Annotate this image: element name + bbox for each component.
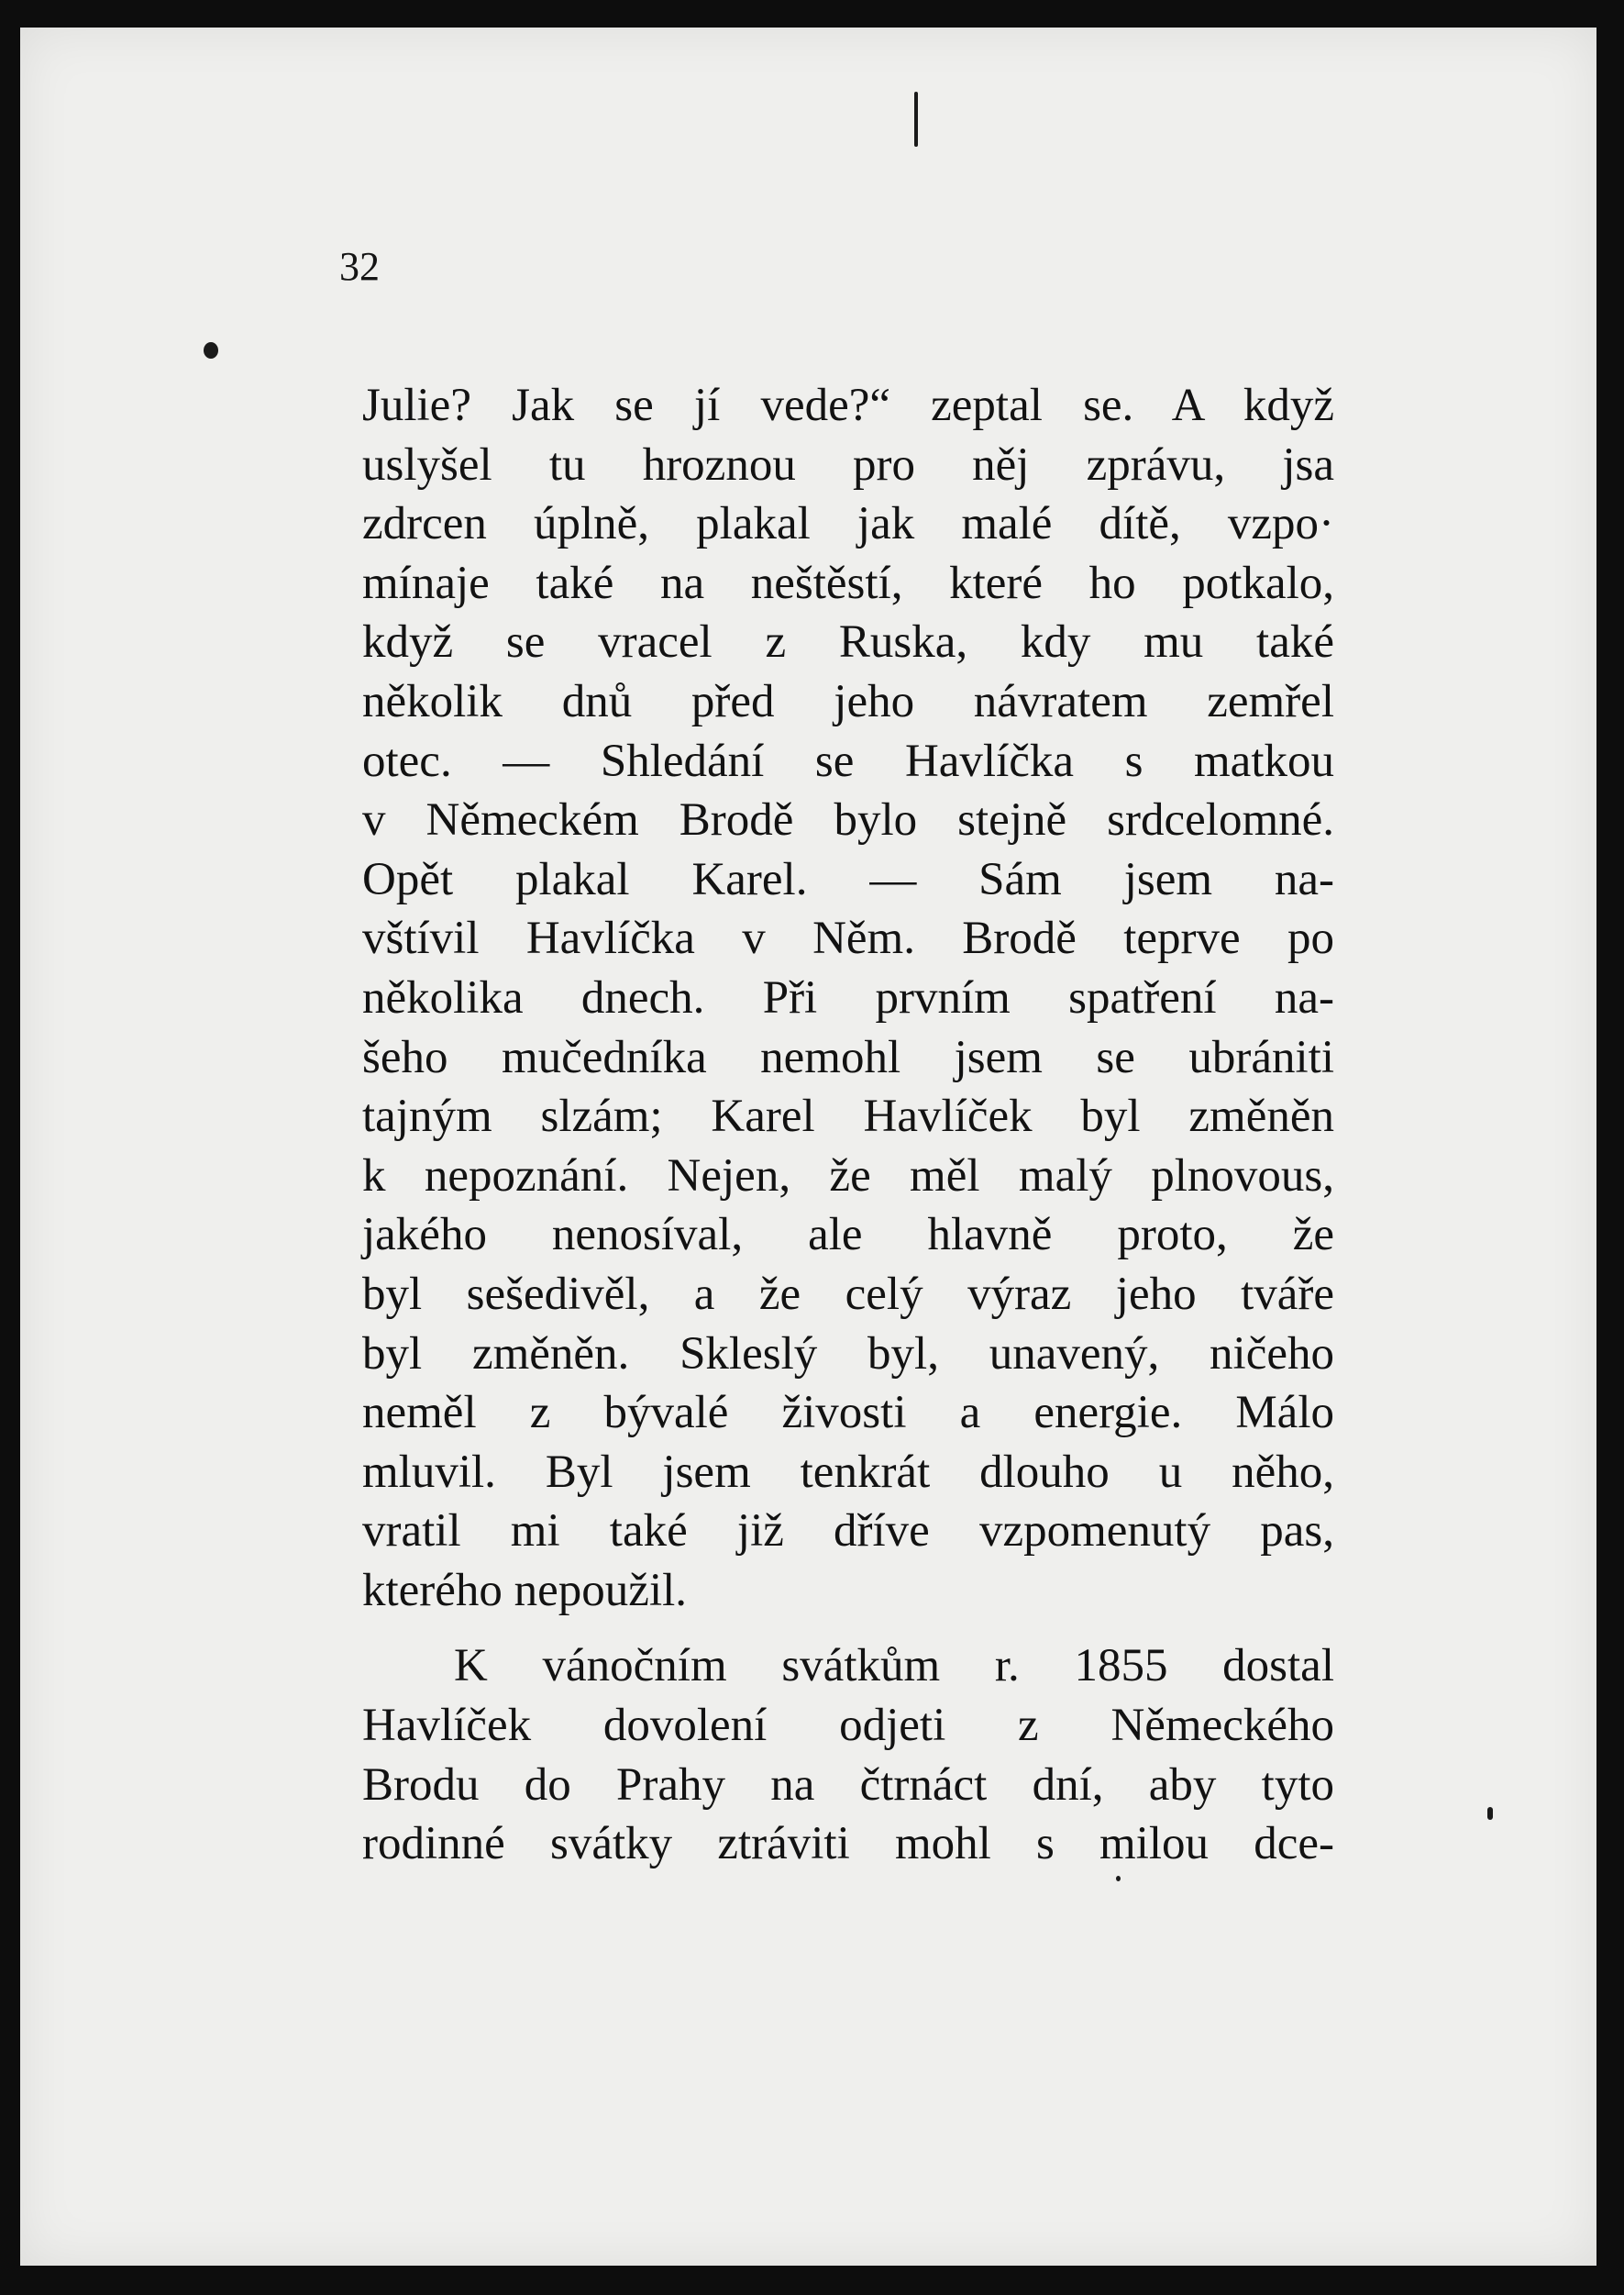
scan-speck xyxy=(204,342,218,359)
text-line: byl změněn. Skleslý byl, unavený, ničeho xyxy=(362,1327,1334,1380)
text-line: když se vracel z Ruska, kdy mu také xyxy=(362,616,1334,669)
scan-speck xyxy=(1116,1876,1121,1881)
text-line: jakého nenosíval, ale hlavně proto, že xyxy=(362,1209,1334,1261)
scan-edge xyxy=(1596,0,1624,2295)
text-line: mínaje také na neštěstí, které ho potkalo, xyxy=(362,557,1334,609)
text-line: několik dnů před jeho návratem zemřel xyxy=(362,675,1334,727)
text-line: K vánočním svátkům r. 1855 dostal xyxy=(454,1640,1334,1692)
text-line: byl sešedivěl, a že celý výraz jeho tváře xyxy=(362,1268,1334,1320)
text-line: v Německém Brodě bylo stejně srdcelomné. xyxy=(362,794,1334,847)
text-line: Havlíček dovolení odjeti z Německého xyxy=(362,1700,1334,1752)
text-line: kterého nepoužil. xyxy=(362,1564,688,1616)
paragraph-gap xyxy=(362,1620,1334,1636)
text-line: Opět plakal Karel. — Sám jsem na- xyxy=(362,853,1334,905)
text-line: mluvil. Byl jsem tenkrát dlouho u něho, xyxy=(362,1446,1334,1498)
text-line: několika dnech. Při prvním spatření na- xyxy=(362,971,1334,1024)
text-line: neměl z bývalé živosti a energie. Málo xyxy=(362,1387,1334,1439)
scan-speck xyxy=(914,92,918,147)
text-line: Julie? Jak se jí vede?“ zeptal se. A když xyxy=(362,380,1334,431)
text-line: otec. — Shledání se Havlíčka s matkou xyxy=(362,735,1334,787)
text-line: uslyšel tu hroznou pro něj zprávu, jsa xyxy=(362,438,1334,491)
text-line: rodinné svátky ztráviti mohl s milou dce- xyxy=(362,1818,1334,1870)
page-number: 32 xyxy=(339,244,380,289)
body-text xyxy=(362,376,1334,1874)
text-line: k nepoznání. Nejen, že měl malý plnovous, xyxy=(362,1149,1334,1202)
text-line: Brodu do Prahy na čtrnáct dní, aby tyto xyxy=(362,1758,1334,1811)
text-line: tajným slzám; Karel Havlíček byl změněn xyxy=(362,1091,1334,1143)
scan-speck xyxy=(1487,1807,1493,1820)
text-line: šeho mučedníka nemohl jsem se ubrániti xyxy=(362,1031,1334,1083)
text-line: zdrcen úplně, plakal jak malé dítě, vzpo· xyxy=(362,498,1334,550)
text-line: vštívil Havlíčka v Něm. Brodě teprve po xyxy=(362,913,1334,965)
text-line: vratil mi také již dříve vzpomenutý pas, xyxy=(362,1505,1334,1558)
book-page xyxy=(20,28,1599,2266)
